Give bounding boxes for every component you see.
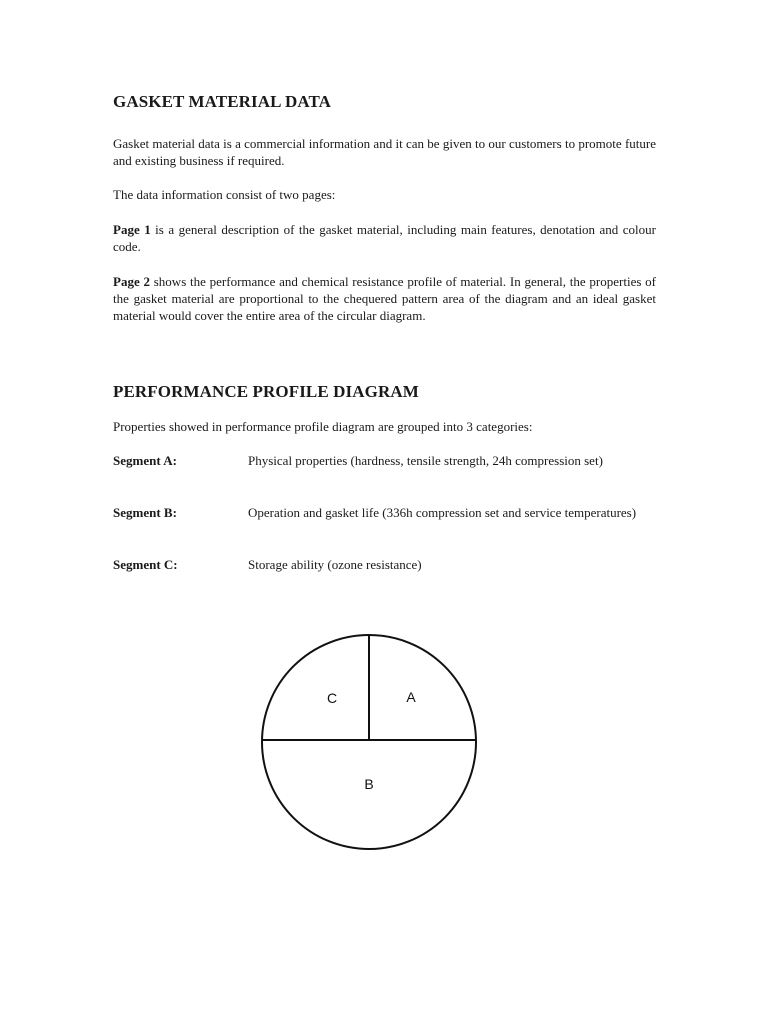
segment-a-description: Physical properties (hardness, tensile strength, 24h compression set) [248,453,603,468]
diagram-letter-a: A [406,689,416,705]
diagram-letter-c: C [326,690,338,706]
page2-label: Page 2 [113,274,150,289]
page2-paragraph [113,273,656,324]
page1-label: Page 1 [113,222,151,237]
performance-heading: PERFORMANCE PROFILE DIAGRAM [113,382,419,401]
page2-text: shows the performance and chemical resistance profile of material. In general, the properties of the gasket material are proportional to the chequered pattern area of the diagram and an ideal gasket material would cover the entire area of the circular diagram. [113,274,657,323]
performance-intro: Properties showed in performance profile diagram are grouped into 3 categories: [113,419,533,434]
performance-profile-diagram [255,628,487,860]
segment-c-label: Segment C: [113,557,178,572]
page1-text: is a general description of the gasket material, including main features, denotation and colour code. [113,222,656,254]
page1-paragraph [113,221,656,255]
segment-c-description: Storage ability (ozone resistance) [248,557,422,572]
segment-b-description: Operation and gasket life (336h compression set and service temperatures) [248,505,637,520]
consist-paragraph: The data information consist of two pages: [113,187,336,202]
segment-a-label: Segment A: [113,453,177,468]
profile-circle-svg [255,628,487,860]
page-title: GASKET MATERIAL DATA [113,92,332,111]
diagram-letter-b: B [364,776,374,792]
intro-paragraph: Gasket material data is a commercial information and it can be given to our customers to promote future and existing business if required. [113,136,656,168]
segment-b-label: Segment B: [113,505,177,520]
